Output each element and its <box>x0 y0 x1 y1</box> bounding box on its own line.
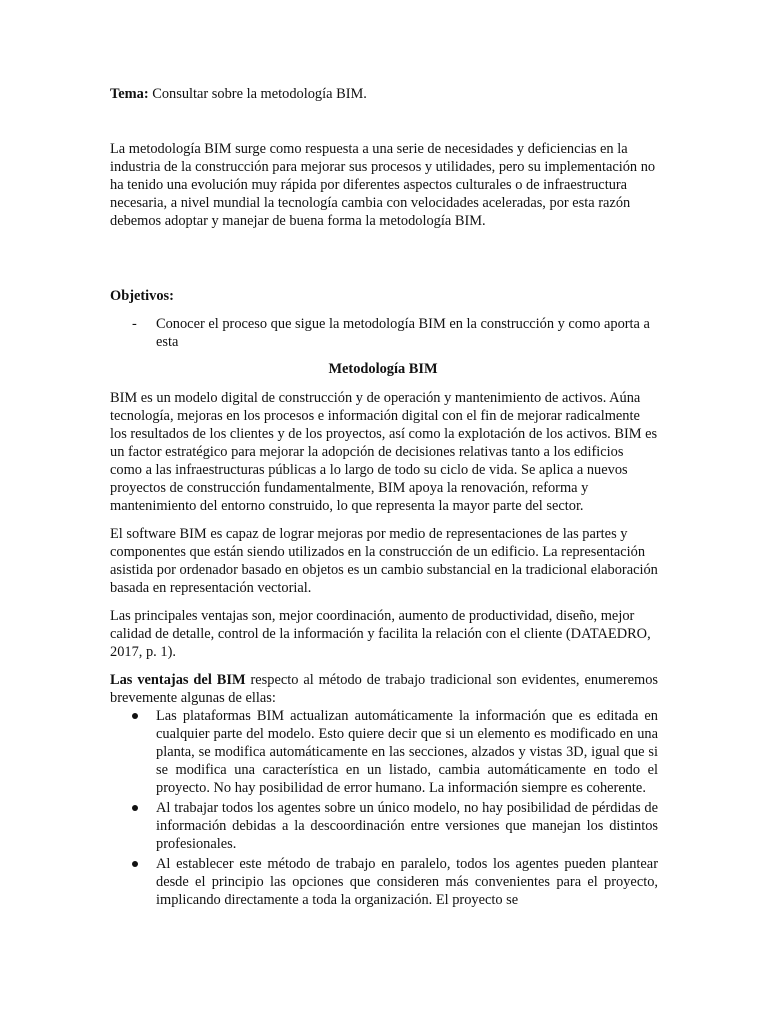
advantage-text: Las plataformas BIM actualizan automáticamente la información que es editada en cualquier parte del modelo. Esto quiere decir que si un elemento es modificado en una planta, se modifica automáticamente en las secciones, alzados y vistas 3D, igual que si se modifica una característica en un listado, cambia automáticamente en todo el proyecto. No hay posibilidad de error humano. La información siempre es coherente. <box>156 708 658 796</box>
advantage-item <box>110 855 658 909</box>
body-paragraph: El software BIM es capaz de lograr mejoras por medio de representaciones de las partes y componentes que están siendo utilizados en la construcción de un edificio. La representación asistida por ordenador basado en objetos es un cambio substancial en la tradicional elaboración basada en representación vectorial. <box>110 526 658 596</box>
advantage-text: Al trabajar todos los agentes sobre un único modelo, no hay posibilidad de pérdidas de información debidas a la descoordinación entre versiones que manejan los distintos profesionales. <box>156 800 658 852</box>
topic-text: Consultar sobre la metodología BIM. <box>152 86 367 102</box>
advantages-label: Las ventajas del BIM <box>110 672 246 688</box>
advantages-intro-text: respecto al método de trabajo tradicional son evidentes, enumeremos brevemente algunas de ellas: <box>110 672 658 706</box>
advantages-list <box>110 707 658 909</box>
objective-item <box>110 315 660 351</box>
objective-text: Conocer el proceso que sigue la metodología BIM en la construcción y como aporta a esta <box>156 316 650 350</box>
objectives-list <box>110 315 660 351</box>
advantage-item <box>110 707 658 797</box>
topic-line <box>110 85 670 103</box>
bullet-icon <box>132 805 138 811</box>
dash-marker: - <box>132 316 137 332</box>
bullet-icon <box>132 713 138 719</box>
intro-paragraph: La metodología BIM surge como respuesta a una serie de necesidades y deficiencias en la industria de la construcción para mejorar sus procesos y utilidades, pero su implementación no ha tenido una evolución muy rápida por diferentes aspectos culturales o de infraestructura necesaria, a nivel mundial la tecnología cambia con velocidades aceleradas, por esta razón debemos adoptar y manejar de buena forma la metodología BIM. <box>110 141 656 229</box>
body-paragraph: BIM es un modelo digital de construcción y de operación y mantenimiento de activos. Aúna tecnología, mejoras en los procesos e información digital con el fin de mejorar radicalmente los resultados de los clientes y de los proyectos, así como la explotación de los activos. BIM es un factor estratégico para mejorar la adopción de decisiones relativas tanto a los edificios como a las infraestructuras públicas a lo largo de todo su ciclo de vida. Se aplica a nuevos proyectos de construcción fundamentalmente, BIM apoya la renovación, reforma y mantenimiento del entorno construido, lo que representa la mayor parte del sector. <box>110 390 658 514</box>
body-content <box>110 389 658 911</box>
body-paragraph: Las principales ventajas son, mejor coordinación, aumento de productividad, diseño, mejor calidad de detalle, control de la información y facilita la relación con el cliente (DATAEDRO, 2017, p. 1). <box>110 608 651 660</box>
advantage-text: Al establecer este método de trabajo en paralelo, todos los agentes pueden plantear desde el principio las opciones que consideren más convenientes para el proyecto, implicando directamente a toda la organización. El proyecto se <box>156 856 658 908</box>
advantages-intro <box>110 671 658 707</box>
bullet-icon <box>132 861 138 867</box>
topic-label: Tema: <box>110 86 149 102</box>
section-title: Metodología BIM <box>328 361 438 377</box>
objectives-heading: Objetivos: <box>110 288 174 304</box>
advantage-item <box>110 799 658 853</box>
